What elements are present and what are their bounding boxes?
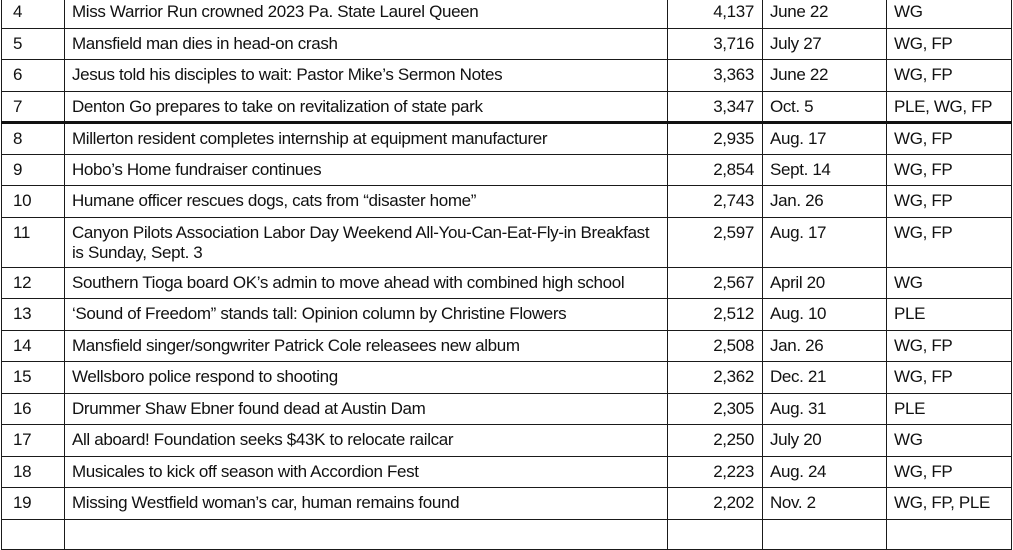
date-cell: July 20	[763, 425, 887, 457]
views-cell: 2,512	[668, 299, 763, 331]
outlets-cell: WG, FP, PLE	[887, 488, 1012, 520]
article-title-cell: Mansfield singer/songwriter Patrick Cole releasees new album	[65, 330, 668, 362]
date-cell: Jan. 26	[763, 186, 887, 218]
table-row	[2, 456, 1012, 488]
date-cell: Dec. 21	[763, 362, 887, 394]
date-cell: Aug. 17	[763, 217, 887, 267]
date-cell: Oct. 5	[763, 91, 887, 123]
article-title-cell: Mansfield man dies in head-on crash	[65, 28, 668, 60]
date-cell: Jan. 26	[763, 330, 887, 362]
table-row	[2, 393, 1012, 425]
outlets-cell: WG, FP	[887, 154, 1012, 186]
rank-cell: 14	[2, 330, 65, 362]
article-title-cell: Wellsboro police respond to shooting	[65, 362, 668, 394]
date-cell: June 22	[763, 60, 887, 92]
article-title-cell: Humane officer rescues dogs, cats from “disaster home”	[65, 186, 668, 218]
views-cell: 2,202	[668, 488, 763, 520]
table-row	[2, 123, 1012, 155]
article-title-cell: Millerton resident completes internship at equipment manufacturer	[65, 123, 668, 155]
table-row	[2, 28, 1012, 60]
article-title-cell: Jesus told his disciples to wait: Pastor Mike’s Sermon Notes	[65, 60, 668, 92]
views-cell: 3,363	[668, 60, 763, 92]
article-title-cell: Canyon Pilots Association Labor Day Weekend All-You-Can-Eat-Fly-in Breakfast is Sunday, Sept. 3	[65, 217, 668, 267]
outlets-cell: WG, FP	[887, 60, 1012, 92]
rank-cell: 8	[2, 123, 65, 155]
article-title-cell: ‘Sound of Freedom” stands tall: Opinion column by Christine Flowers	[65, 299, 668, 331]
date-cell: Aug. 24	[763, 456, 887, 488]
article-title-cell: Missing Westfield woman’s car, human remains found	[65, 488, 668, 520]
date-cell: Aug. 10	[763, 299, 887, 331]
outlets-cell: PLE	[887, 299, 1012, 331]
date-cell: Aug. 31	[763, 393, 887, 425]
outlets-cell: WG, FP	[887, 217, 1012, 267]
rank-cell: 17	[2, 425, 65, 457]
table-row	[2, 425, 1012, 457]
rank-cell: 10	[2, 186, 65, 218]
views-cell: 3,347	[668, 91, 763, 123]
table-row	[2, 217, 1012, 267]
table-row	[2, 330, 1012, 362]
article-title-cell: Hobo’s Home fundraiser continues	[65, 154, 668, 186]
rank-cell: 18	[2, 456, 65, 488]
rank-cell: 11	[2, 217, 65, 267]
article-title-cell: Musicales to kick off season with Accordion Fest	[65, 456, 668, 488]
date-cell	[763, 519, 887, 549]
table-row	[2, 154, 1012, 186]
views-cell: 2,567	[668, 267, 763, 299]
views-cell: 2,854	[668, 154, 763, 186]
date-cell: Aug. 17	[763, 123, 887, 155]
rank-cell: 13	[2, 299, 65, 331]
article-title-cell: Drummer Shaw Ebner found dead at Austin Dam	[65, 393, 668, 425]
rank-cell: 12	[2, 267, 65, 299]
views-cell: 3,716	[668, 28, 763, 60]
rank-cell: 19	[2, 488, 65, 520]
rank-cell: 5	[2, 28, 65, 60]
table-row	[2, 60, 1012, 92]
date-cell: Sept. 14	[763, 154, 887, 186]
table-row	[2, 91, 1012, 123]
outlets-cell: WG	[887, 267, 1012, 299]
views-cell: 2,597	[668, 217, 763, 267]
views-cell: 2,508	[668, 330, 763, 362]
outlets-cell: WG, FP	[887, 186, 1012, 218]
date-cell: April 20	[763, 267, 887, 299]
rank-cell	[2, 519, 65, 549]
outlets-cell: PLE	[887, 393, 1012, 425]
article-title-cell: Southern Tioga board OK’s admin to move ahead with combined high school	[65, 267, 668, 299]
views-cell: 2,743	[668, 186, 763, 218]
rank-cell: 7	[2, 91, 65, 123]
table-row	[2, 362, 1012, 394]
outlets-cell: PLE, WG, FP	[887, 91, 1012, 123]
article-title-cell: All aboard! Foundation seeks $43K to relocate railcar	[65, 425, 668, 457]
date-cell: Nov. 2	[763, 488, 887, 520]
table-row	[2, 299, 1012, 331]
outlets-cell: WG, FP	[887, 28, 1012, 60]
table-row	[2, 186, 1012, 218]
rank-cell: 16	[2, 393, 65, 425]
article-title-cell	[65, 519, 668, 549]
views-cell: 2,362	[668, 362, 763, 394]
outlets-cell: WG	[887, 425, 1012, 457]
table-row	[2, 0, 1012, 28]
rank-cell: 4	[2, 0, 65, 28]
article-title-cell: Denton Go prepares to take on revitalization of state park	[65, 91, 668, 123]
views-cell: 2,305	[668, 393, 763, 425]
views-cell: 4,137	[668, 0, 763, 28]
date-cell: July 27	[763, 28, 887, 60]
outlets-cell: WG, FP	[887, 330, 1012, 362]
outlets-cell: WG, FP	[887, 362, 1012, 394]
views-cell: 2,935	[668, 123, 763, 155]
views-cell: 2,250	[668, 425, 763, 457]
views-cell: 2,223	[668, 456, 763, 488]
top-articles-table	[1, 0, 1012, 550]
table-row	[2, 267, 1012, 299]
table-row	[2, 488, 1012, 520]
outlets-cell: WG	[887, 0, 1012, 28]
date-cell: June 22	[763, 0, 887, 28]
table-row-cutoff	[2, 519, 1012, 549]
outlets-cell	[887, 519, 1012, 549]
rank-cell: 15	[2, 362, 65, 394]
outlets-cell: WG, FP	[887, 456, 1012, 488]
views-cell	[668, 519, 763, 549]
rank-cell: 9	[2, 154, 65, 186]
outlets-cell: WG, FP	[887, 123, 1012, 155]
rank-cell: 6	[2, 60, 65, 92]
article-title-cell: Miss Warrior Run crowned 2023 Pa. State Laurel Queen	[65, 0, 668, 28]
